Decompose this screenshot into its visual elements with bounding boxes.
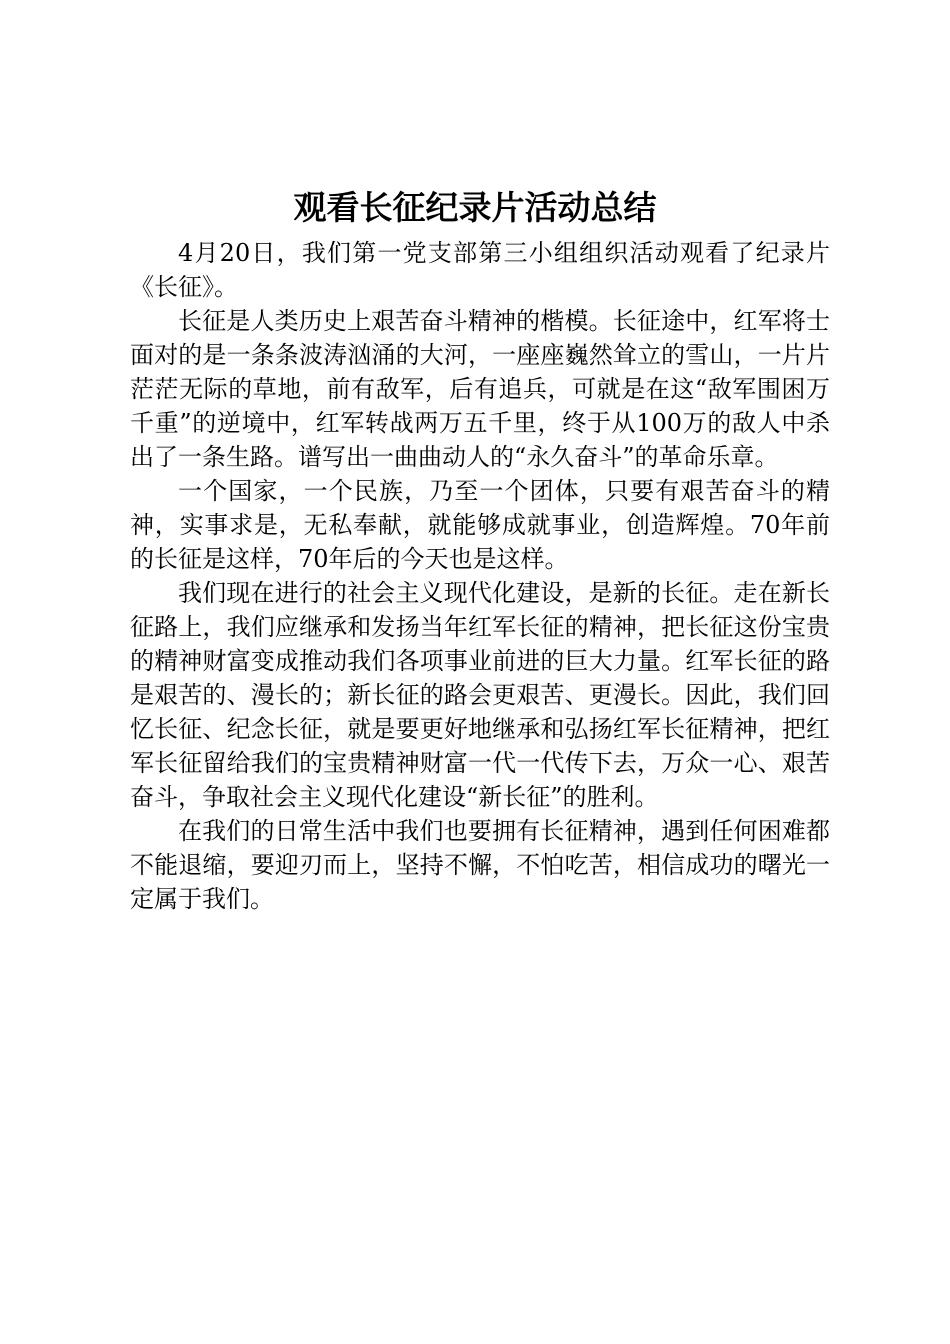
paragraph-4: 我们现在进行的社会主义现代化建设，是新的长征。走在新长征路上，我们应继承和发扬当年红军长征的精神，把长征这份宝贵的精神财富变成推动我们各项事业前进的巨大力量。红军长征的路是艰苦的、漫长的；新长征的路会更艰苦、更漫长。因此，我们回忆长征、纪念长征，就是要更好地继承和弘扬红军长征精神，把红军长征留给我们的宝贵精神财富一代一代传下去，万众一心、艰苦奋斗，争取社会主义现代化建设“新长征”的胜利。 bbox=[130, 579, 830, 811]
paragraph-5: 在我们的日常生活中我们也要拥有长征精神，遇到任何困难都不能退缩，要迎刃而上，坚持不懈，不怕吃苦，相信成功的曙光一定属于我们。 bbox=[130, 817, 830, 913]
document-body bbox=[130, 236, 830, 916]
paragraph-3: 一个国家，一个民族，乃至一个团体，只要有艰苦奋斗的精神，实事求是，无私奉献，就能够成就事业，创造辉煌。70年前的长征是这样，70年后的今天也是这样。 bbox=[130, 477, 830, 573]
paragraph-2: 长征是人类历史上艰苦奋斗精神的楷模。长征途中，红军将士面对的是一条条波涛汹涌的大河，一座座巍然耸立的雪山，一片片茫茫无际的草地，前有敌军，后有追兵，可就是在这“敌军围困万千重”的逆境中，红军转战两万五千里，终于从100万的敌人中杀出了一条生路。谱写出一曲曲动人的“永久奋斗”的革命乐章。 bbox=[130, 307, 830, 471]
paragraph-1: 4月20日，我们第一党支部第三小组组织活动观看了纪录片《长征》。 bbox=[130, 239, 830, 301]
document-title: 观看长征纪录片活动总结 bbox=[293, 188, 657, 227]
